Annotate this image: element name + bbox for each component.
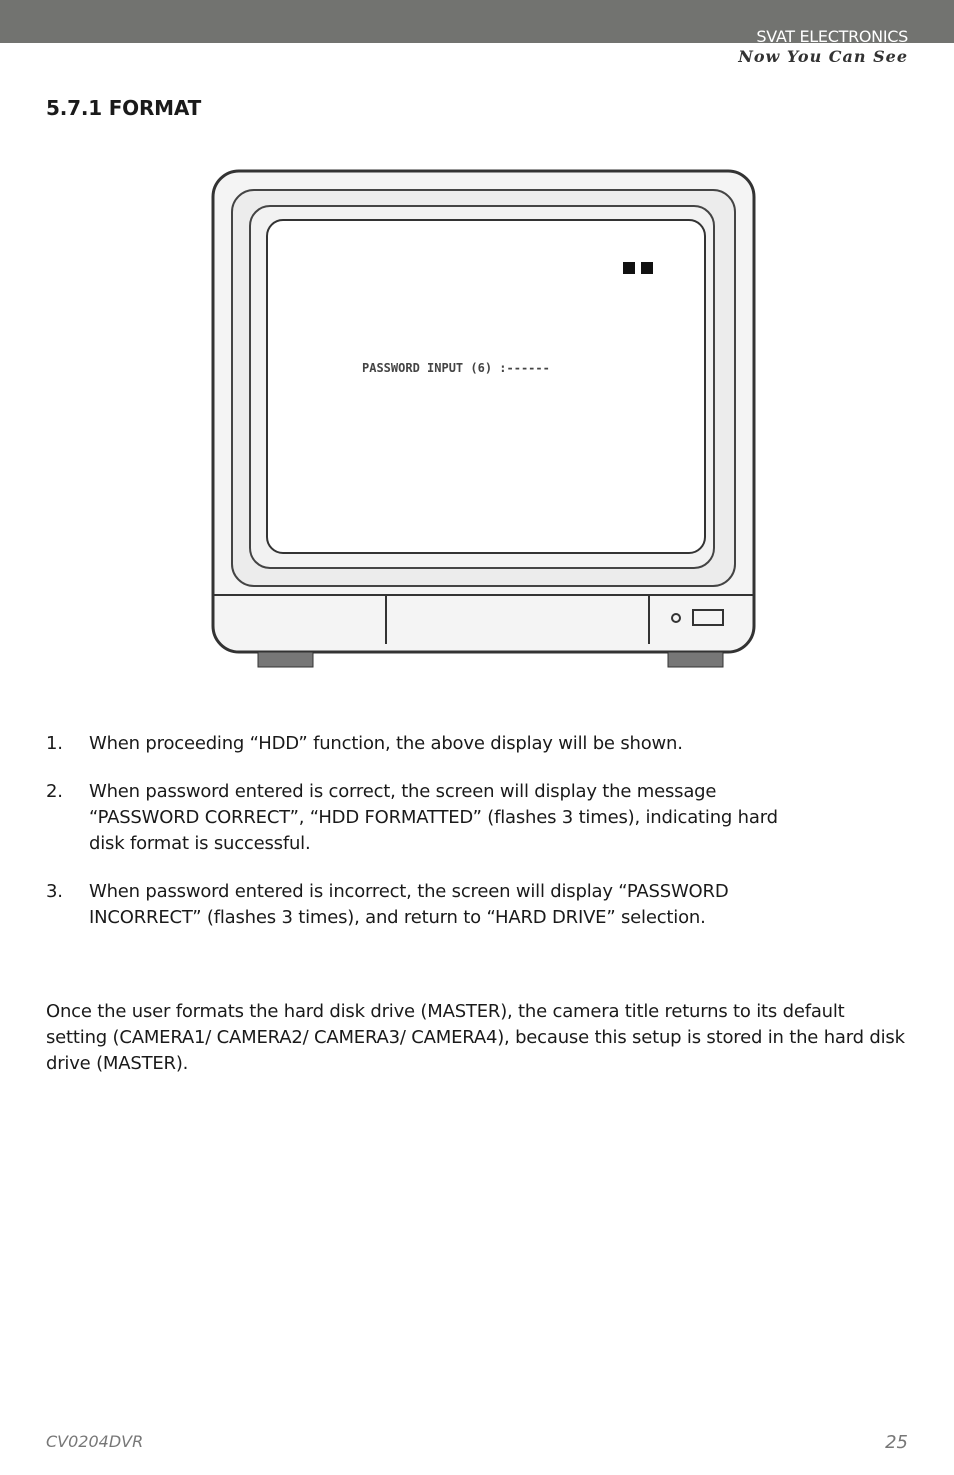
dvr-monitor-illustration: [210, 168, 756, 670]
step-number: 1.: [46, 733, 63, 754]
brand-tagline: Now You Can See: [738, 47, 908, 66]
status-indicator-icon: [641, 262, 653, 274]
monitor-foot-right: [668, 652, 723, 667]
format-note: Once the user formats the hard disk drive (MASTER), the camera title returns to its default setting (CAMERA1/ CAMERA2/ CAMERA3/ CAMERA4), because this setup is stored in the hard disk drive (MASTER).: [46, 1001, 905, 1074]
steps-list: [46, 731, 846, 953]
list-item: [46, 731, 846, 757]
footer-model: CV0204DVR: [46, 1432, 144, 1451]
monitor-foot-left: [258, 652, 313, 667]
list-item: [46, 879, 846, 931]
monitor-screen: [267, 220, 705, 553]
step-number: 2.: [46, 781, 63, 802]
brand-name: SVAT ELECTRONICS: [756, 27, 908, 46]
status-indicator-icon: [623, 262, 635, 274]
password-input-prompt: PASSWORD INPUT (6) :------: [362, 361, 550, 375]
section-title: 5.7.1 FORMAT: [46, 96, 202, 120]
step-text: When password entered is incorrect, the screen will display “PASSWORD INCORRECT” (flashes 3 times), and return to “HARD DRIVE” selection.: [89, 881, 729, 928]
page-number: 25: [885, 1432, 908, 1453]
step-text: When password entered is correct, the screen will display the message “PASSWORD CORRECT”, “HDD FORMATTED” (flashes 3 times), indicating hard disk format is successful.: [89, 781, 778, 854]
step-text: When proceeding “HDD” function, the above display will be shown.: [89, 733, 683, 754]
list-item: [46, 779, 846, 857]
step-number: 3.: [46, 881, 63, 902]
